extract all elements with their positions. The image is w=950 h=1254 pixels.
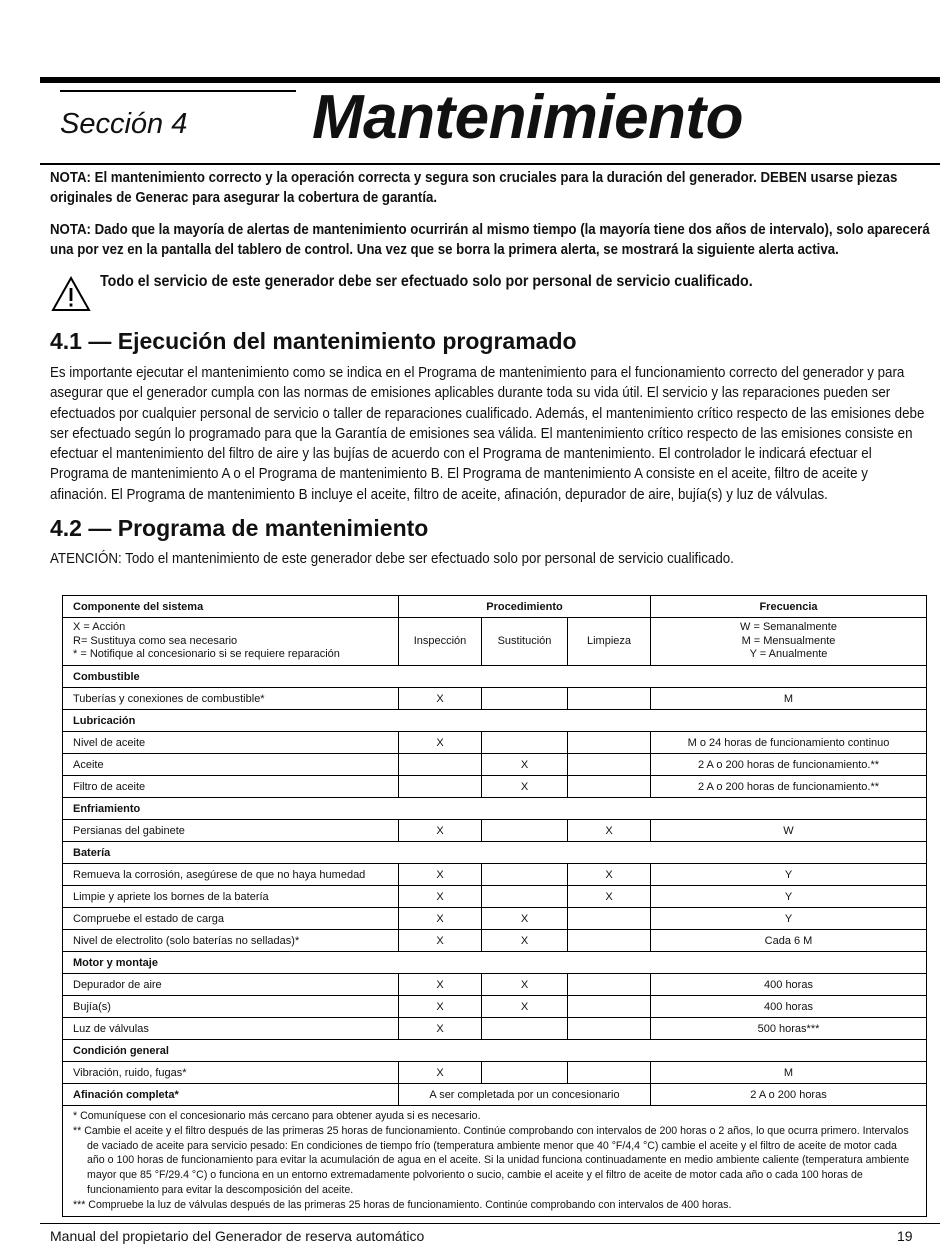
footer-manual-title: Manual del propietario del Generador de reserva automático <box>50 1228 425 1244</box>
legend-left <box>63 618 399 666</box>
row-frequency: Cada 6 M <box>651 930 927 952</box>
attention-text: ATENCIÓN: Todo el mantenimiento de este generador debe ser efectuado solo por personal de servicio cualificado. <box>50 551 734 567</box>
row-replacement <box>482 820 568 842</box>
header-procedure: Procedimiento <box>399 596 651 618</box>
row-inspection <box>399 776 482 798</box>
table-row <box>63 864 927 886</box>
row-inspection: X <box>399 864 482 886</box>
title-rule <box>40 163 940 165</box>
row-frequency: Y <box>651 886 927 908</box>
row-frequency: M <box>651 1062 927 1084</box>
note-text: El mantenimiento correcto y la operación correcta y segura son cruciales para la duración del generador. DEBEN usarse piezas originales de Generac para asegurar la cobertura de garantía. <box>50 170 898 206</box>
section-4-1-heading: 4.1 — Ejecución del mantenimiento programado <box>50 328 577 354</box>
row-cleaning <box>568 908 651 930</box>
row-component: Depurador de aire <box>63 974 399 996</box>
row-frequency: 400 horas <box>651 974 927 996</box>
row-replacement: X <box>482 754 568 776</box>
row-inspection: X <box>399 930 482 952</box>
legend-right <box>651 618 927 666</box>
warning-triangle-icon <box>51 276 91 312</box>
table-row <box>63 1062 927 1084</box>
row-cleaning <box>568 732 651 754</box>
row-cleaning <box>568 776 651 798</box>
row-inspection: X <box>399 1018 482 1040</box>
row-cleaning: X <box>568 820 651 842</box>
row-cleaning: X <box>568 886 651 908</box>
maintenance-schedule-table <box>62 595 927 1217</box>
table-row <box>63 688 927 710</box>
group-row <box>63 842 927 864</box>
subheader-inspection: Inspección <box>399 618 482 666</box>
table-row <box>63 754 927 776</box>
row-cleaning <box>568 974 651 996</box>
header-component: Componente del sistema <box>63 596 399 618</box>
row-component: Nivel de electrolito (solo baterías no selladas)* <box>63 930 399 952</box>
section-4-2-heading: 4.2 — Programa de mantenimiento <box>50 515 429 541</box>
row-inspection: X <box>399 688 482 710</box>
note-label: NOTA: <box>50 222 91 238</box>
page-title: Mantenimiento <box>312 83 743 152</box>
group-row <box>63 952 927 974</box>
page-number: 19 <box>897 1228 913 1244</box>
group-name: Enfriamiento <box>63 798 927 820</box>
row-component: Remueva la corrosión, asegúrese de que no haya humedad <box>63 864 399 886</box>
row-frequency: W <box>651 820 927 842</box>
row-inspection: X <box>399 886 482 908</box>
row-frequency: 2 A o 200 horas de funcionamiento.** <box>651 754 927 776</box>
group-name: Condición general <box>63 1040 927 1062</box>
footer-rule <box>40 1223 940 1224</box>
row-cleaning <box>568 996 651 1018</box>
section-4-1-body: Es importante ejecutar el mantenimiento como se indica en el Programa de mantenimiento para el funcionamiento correcto del generador y para asegurar que el generador cumpla con las normas de emisiones aplicables durante toda su vida útil. El servicio y las reparaciones pueden ser efectuados por cualquier personal de servicio o taller de reparaciones cualificado. Además, el mantenimiento crítico respecto de las emisiones debe ser efectuado según lo programado para que la Garantía de emisiones sea válida. El mantenimiento crítico respecto de las emisiones consiste en efectuar el mantenimiento del filtro de aire y las bujías de acuerdo con el Programa de mantenimiento. El controlador le indicará efectuar el Programa de mantenimiento A o el Programa de mantenimiento B. El Programa de mantenimiento A consiste en el aceite, filtro de aceite y afinación. El Programa de mantenimiento B incluye el aceite, filtro de aceite, afinación, depurador de aire, bujía(s) y luz de válvulas. <box>50 365 925 503</box>
row-cleaning <box>568 688 651 710</box>
row-replacement: X <box>482 974 568 996</box>
row-replacement: X <box>482 930 568 952</box>
note-1 <box>50 168 933 208</box>
table-row <box>63 996 927 1018</box>
group-row <box>63 1040 927 1062</box>
row-inspection: X <box>399 732 482 754</box>
row-frequency: 500 horas*** <box>651 1018 927 1040</box>
row-replacement: X <box>482 996 568 1018</box>
row-frequency: M <box>651 688 927 710</box>
row-component: Bujía(s) <box>63 996 399 1018</box>
row-inspection: X <box>399 974 482 996</box>
row-frequency: Y <box>651 908 927 930</box>
row-inspection: X <box>399 820 482 842</box>
table-row <box>63 732 927 754</box>
tuneup-frequency: 2 A o 200 horas <box>651 1084 927 1106</box>
footnote-3: *** Compruebe la luz de válvulas después de las primeras 25 horas de funcionamiento. Continúe comprobando con intervalos de 400 horas. <box>73 1198 732 1211</box>
row-inspection: X <box>399 1062 482 1084</box>
row-component: Luz de válvulas <box>63 1018 399 1040</box>
tuneup-row <box>63 1084 927 1106</box>
warning-text: Todo el servicio de este generador debe ser efectuado solo por personal de servicio cualificado. <box>100 273 753 290</box>
subheader-replacement: Sustitución <box>482 618 568 666</box>
row-replacement: X <box>482 908 568 930</box>
row-frequency: M o 24 horas de funcionamiento continuo <box>651 732 927 754</box>
row-component: Vibración, ruido, fugas* <box>63 1062 399 1084</box>
row-frequency: Y <box>651 864 927 886</box>
tuneup-procedure: A ser completada por un concesionario <box>399 1084 651 1106</box>
table-row <box>63 820 927 842</box>
row-cleaning <box>568 1018 651 1040</box>
row-inspection <box>399 754 482 776</box>
table-row <box>63 886 927 908</box>
table-legend-row <box>63 618 927 666</box>
legend-line: M = Mensualmente <box>741 634 836 647</box>
row-replacement <box>482 1018 568 1040</box>
group-name: Combustible <box>63 666 927 688</box>
legend-line: X = Acción <box>73 621 126 634</box>
row-component: Compruebe el estado de carga <box>63 908 399 930</box>
legend-line: * = Notifique al concesionario si se requiere reparación <box>73 648 340 661</box>
subheader-cleaning: Limpieza <box>568 618 651 666</box>
group-row <box>63 710 927 732</box>
tuneup-component: Afinación completa* <box>63 1084 399 1106</box>
row-component: Filtro de aceite <box>63 776 399 798</box>
section-label-rule <box>60 90 296 92</box>
row-frequency: 400 horas <box>651 996 927 1018</box>
note-text: Dado que la mayoría de alertas de mantenimiento ocurrirán al mismo tiempo (la mayoría tiene dos años de intervalo), solo aparecerá una por vez en la pantalla del tablero de control. Una vez que se borra la primera alerta, se mostrará la siguiente alerta activa. <box>50 222 930 258</box>
table-row <box>63 908 927 930</box>
footnotes-row <box>63 1106 927 1217</box>
row-component: Limpie y apriete los bornes de la batería <box>63 886 399 908</box>
row-inspection: X <box>399 908 482 930</box>
row-component: Tuberías y conexiones de combustible* <box>63 688 399 710</box>
row-inspection: X <box>399 996 482 1018</box>
footnote-2: ** Cambie el aceite y el filtro después de las primeras 25 horas de funcionamiento. Continúe comprobando con intervalos de 200 horas o 2 años, lo que ocurra primero. Intervalos de vaciado de aceite para servicio pesado: En condiciones de tiempo frío (temperatura ambiente menor que 40 °F/4,4 °C) cambie el aceite y el filtro de aceite de motor cada año o 100 horas de funcionamiento para evitar la acumulación de agua en el aceite. Si la unidad funciona continuadamente en medio ambiente caliente (temperatura ambiente mayor que 85 °F/29.4 °C) o funciona en un entorno extremadamente polvoriento o sucio, cambie el aceite y el filtro de aceite de motor cada año o cada 100 horas de funcionamiento para evitar la descomposición del aceite. <box>73 1124 910 1196</box>
row-replacement <box>482 688 568 710</box>
row-cleaning: X <box>568 864 651 886</box>
legend-line: Y = Anualmente <box>749 648 828 661</box>
row-cleaning <box>568 1062 651 1084</box>
row-replacement: X <box>482 776 568 798</box>
group-name: Batería <box>63 842 927 864</box>
table-row <box>63 776 927 798</box>
row-replacement <box>482 732 568 754</box>
note-2 <box>50 220 933 260</box>
group-name: Lubricación <box>63 710 927 732</box>
row-frequency: 2 A o 200 horas de funcionamiento.** <box>651 776 927 798</box>
note-label: NOTA: <box>50 170 91 186</box>
row-cleaning <box>568 754 651 776</box>
row-replacement <box>482 864 568 886</box>
row-replacement <box>482 886 568 908</box>
table-row <box>63 974 927 996</box>
footnotes <box>63 1106 927 1217</box>
group-row <box>63 798 927 820</box>
row-replacement <box>482 1062 568 1084</box>
row-component: Nivel de aceite <box>63 732 399 754</box>
legend-line: R= Sustituya como sea necesario <box>73 634 238 647</box>
table-row <box>63 1018 927 1040</box>
group-name: Motor y montaje <box>63 952 927 974</box>
group-row <box>63 666 927 688</box>
row-cleaning <box>568 930 651 952</box>
footnote-1: * Comuníquese con el concesionario más cercano para obtener ayuda si es necesario. <box>73 1110 481 1122</box>
row-component: Persianas del gabinete <box>63 820 399 842</box>
table-header-row <box>63 596 927 618</box>
legend-line: W = Semanalmente <box>740 621 837 634</box>
table-row <box>63 930 927 952</box>
header-frequency: Frecuencia <box>651 596 927 618</box>
section-label: Sección 4 <box>60 108 188 140</box>
row-component: Aceite <box>63 754 399 776</box>
